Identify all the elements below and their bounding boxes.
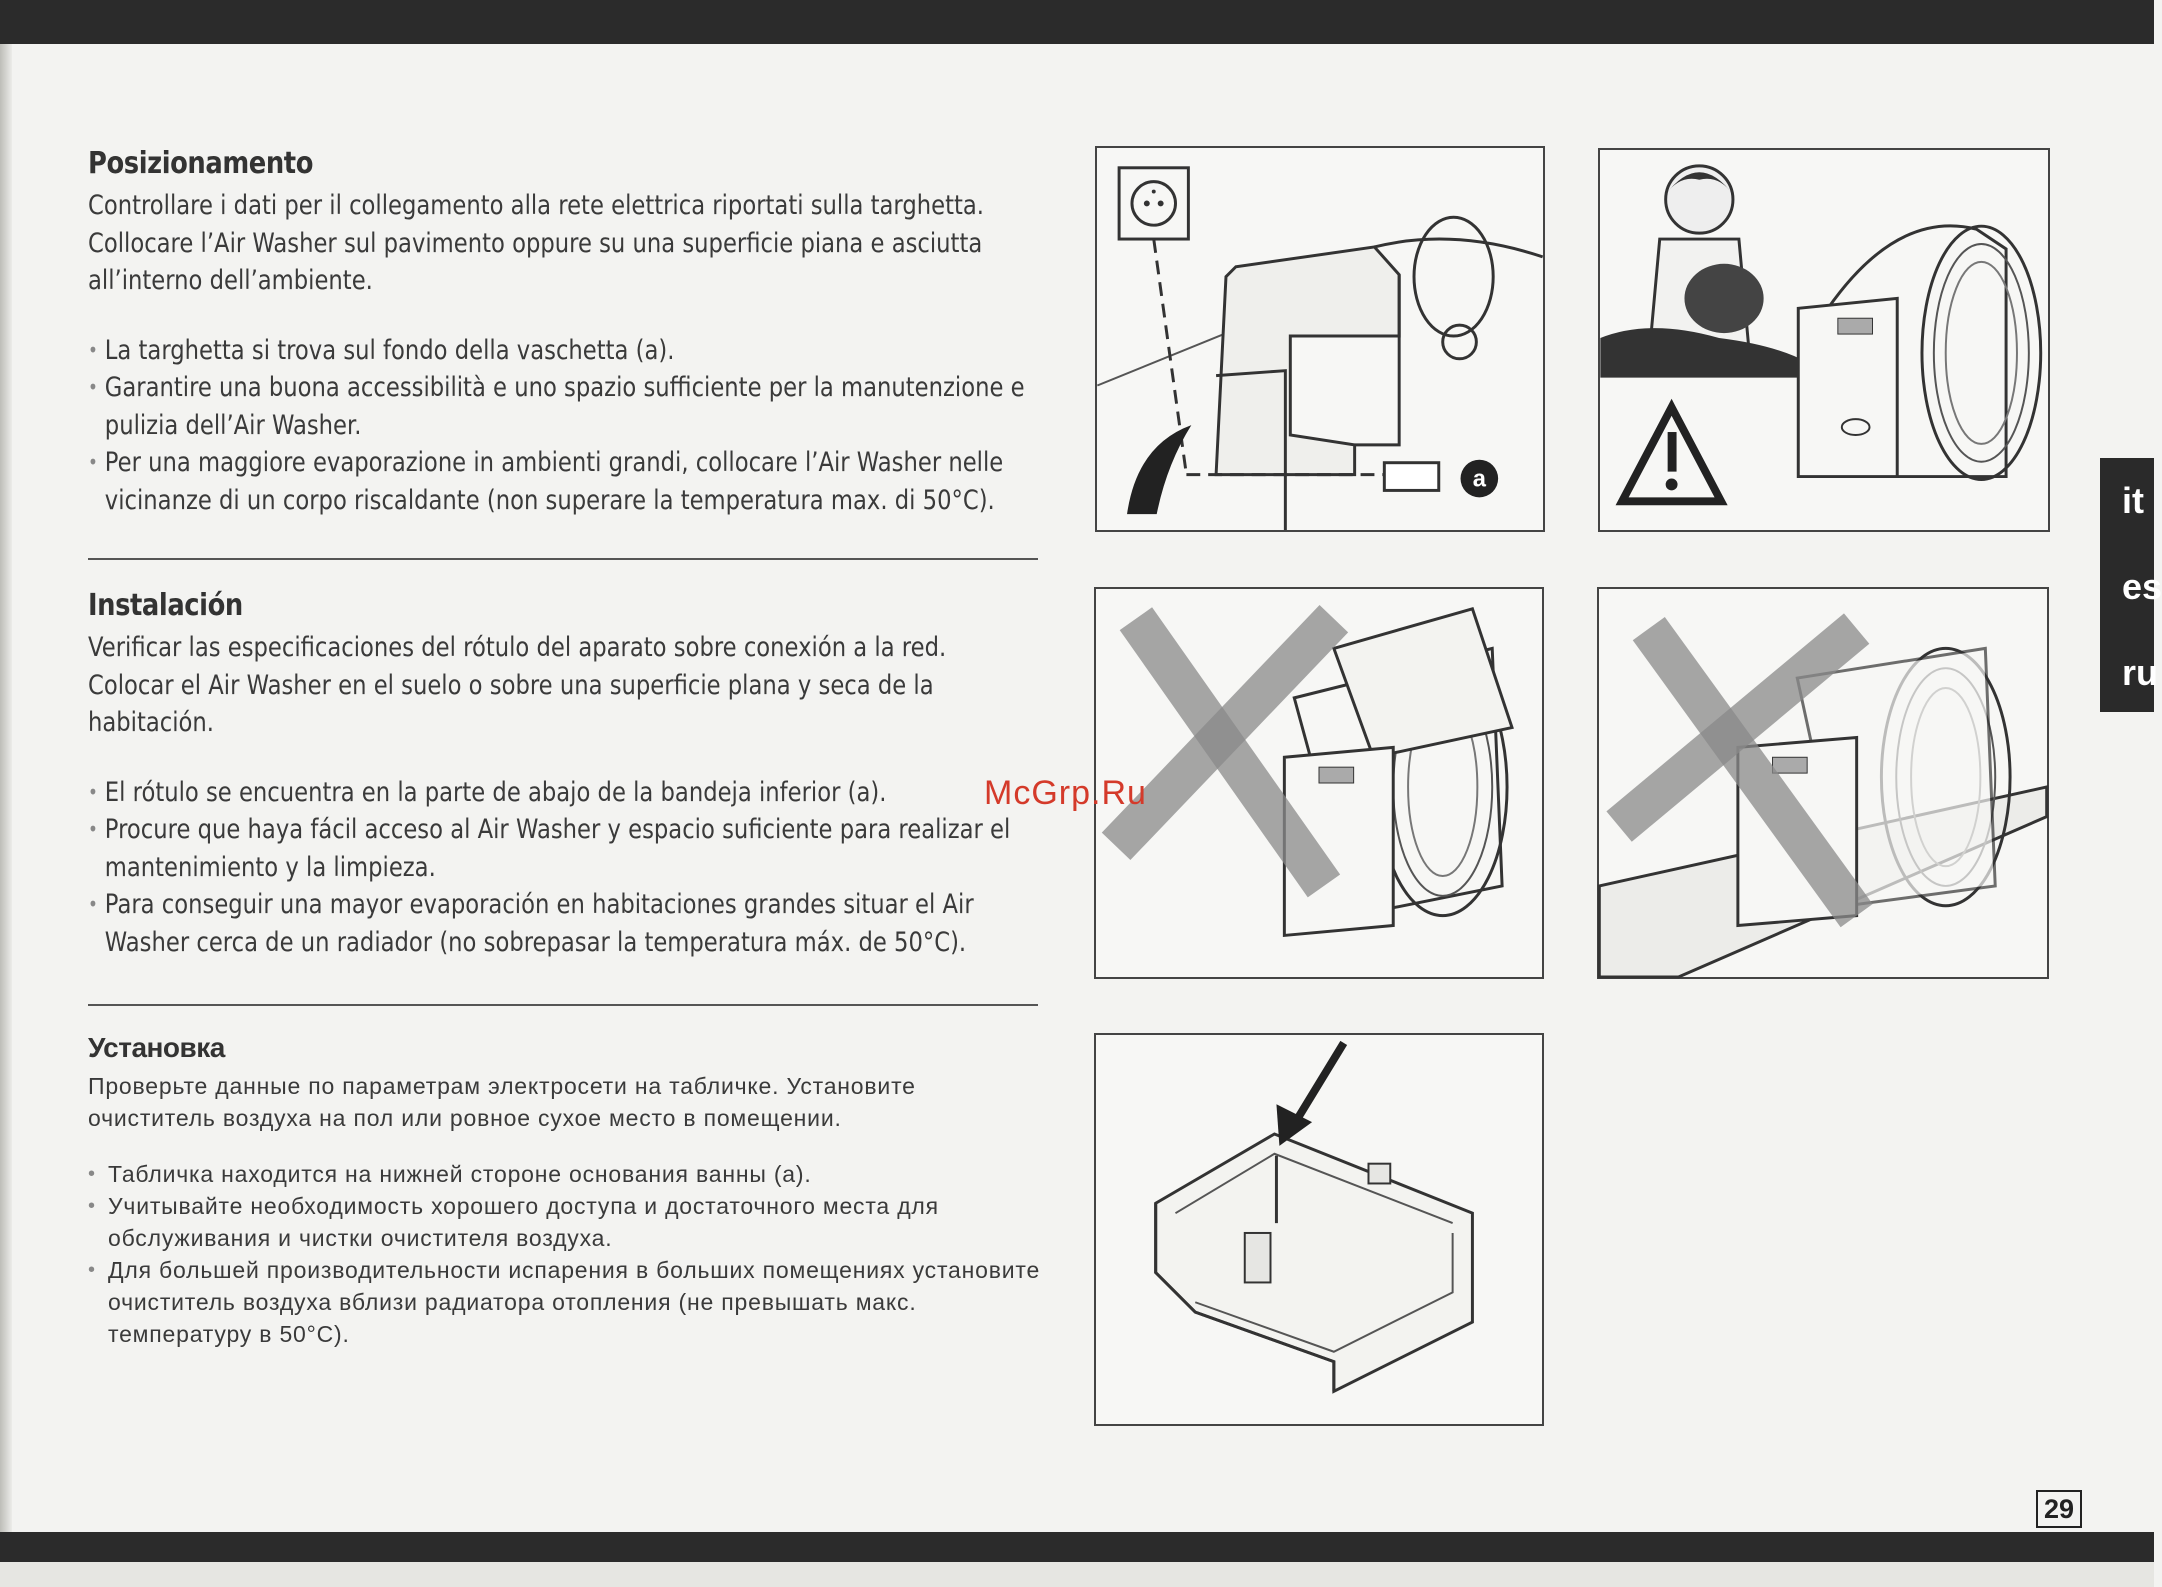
- bottom-strip: [0, 1562, 2154, 1587]
- figure-power-socket-label: [1095, 146, 1545, 532]
- tab-it[interactable]: it: [2122, 480, 2144, 521]
- bullet-list-it: [88, 332, 1038, 520]
- page-number: 29: [2036, 1490, 2082, 1528]
- top-bar: [0, 0, 2154, 44]
- tab-ru[interactable]: ru: [2122, 652, 2158, 693]
- list-item: • Procure que haya fácil acceso al Air Washer y espacio suficiente para realizar el mantenimiento y la limpieza.: [88, 811, 1054, 886]
- illustration-socket: [1097, 148, 1543, 530]
- section-russian: [88, 1032, 1041, 1350]
- list-item: • El rótulo se encuentra en la parte de abajo de la bandeja inferior (a).: [88, 774, 1054, 812]
- list-item: • Garantire una buona accessibilità e uno spazio sufficiente per la manutenzione e pulizia dell’Air Washer.: [88, 369, 1054, 444]
- list-item: • Табличка находится на нижней стороне основания ванны (a).: [88, 1158, 1058, 1190]
- section-italian: [88, 146, 1038, 519]
- illustration-no-cover: [1096, 589, 1542, 977]
- section-intro-ru: Проверьте данные по параметрам электросети на табличке. Установите очиститель воздуха на пол или ровное сухое место в помещении.: [88, 1073, 916, 1131]
- figure-child-warning: [1598, 148, 2050, 532]
- bullet-list-es: [88, 774, 1038, 962]
- watermark: McGrp.Ru: [984, 774, 1147, 812]
- section-divider: [88, 1004, 1038, 1006]
- figure-not-on-edge: [1597, 587, 2049, 979]
- illustration-child-safety: [1600, 150, 2048, 530]
- section-divider: [88, 558, 1038, 560]
- list-item: • Per una maggiore evaporazione in ambienti grandi, collocare l’Air Washer nelle vicinanze di un corpo riscaldante (non superare la temperatura max. di 50°C).: [88, 444, 1054, 519]
- illustration-no-edge: [1599, 589, 2047, 977]
- figure-do-not-cover: [1094, 587, 1544, 979]
- list-item: • Учитывайте необходимость хорошего доступа и достаточного места для обслуживания и чистки очистителя воздуха.: [88, 1190, 1058, 1254]
- label-marker-a: a: [1472, 465, 1486, 493]
- page-edge-shadow: [0, 44, 12, 1532]
- bottom-bar: [0, 1532, 2154, 1562]
- list-item: • Для большей производительности испарения в больших помещениях установите очиститель воздуха вблизи радиатора отопления (не превышать макс. температуру в 50°C).: [88, 1254, 1058, 1350]
- section-spanish: [88, 588, 1038, 961]
- tab-es[interactable]: es: [2122, 566, 2162, 607]
- bullet-list-ru: [88, 1158, 1041, 1350]
- section-intro-it: Controllare i dati per il collegamento alla rete elettrica riportati sulla targhetta. Collocare l’Air Washer sul pavimento oppure su una superficie piana e asciutta all’interno dell’ambiente.: [88, 190, 984, 296]
- section-intro-es: Verificar las especificaciones del rótulo del aparato sobre conexión a la red. Colocar el Air Washer en el suelo o sobre una superficie plana y seca de la habitación.: [88, 632, 947, 738]
- figure-base-tray-label: [1094, 1033, 1544, 1426]
- language-tabs: [2100, 458, 2162, 712]
- section-title-ru: Установка: [88, 1032, 225, 1063]
- illustration-base-tray: [1096, 1035, 1542, 1424]
- section-title-it: Posizionamento: [88, 146, 313, 181]
- section-title-es: Instalación: [88, 588, 243, 623]
- list-item: • Para conseguir una mayor evaporación en habitaciones grandes situar el Air Washer cerca de un radiador (no sobrepasar la temperatura máx. de 50°C).: [88, 886, 1054, 961]
- list-item: • La targhetta si trova sul fondo della vaschetta (a).: [88, 332, 1054, 370]
